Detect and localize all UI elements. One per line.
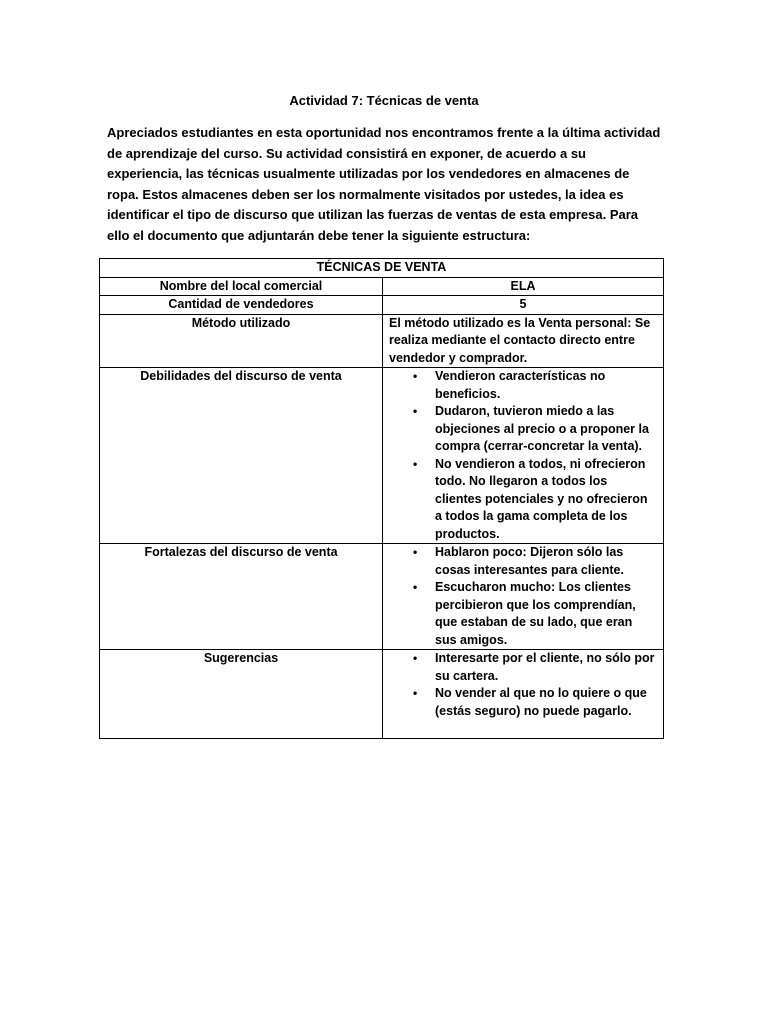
list-item	[389, 456, 657, 544]
row-value-fortalezas	[383, 544, 664, 650]
table-row	[100, 314, 664, 368]
debilidades-list	[389, 368, 657, 543]
list-item	[389, 544, 657, 579]
row-label-vendedores: Cantidad de vendedores	[100, 296, 383, 315]
table-row	[100, 296, 664, 315]
row-value-vendedores: 5	[383, 296, 664, 315]
table-row	[100, 368, 664, 544]
bullet-icon: •	[413, 545, 418, 559]
list-item-text: Hablaron poco: Dijeron sólo las cosas interesantes para cliente.	[435, 545, 624, 577]
row-label-fortalezas: Fortalezas del discurso de venta	[100, 544, 383, 650]
bullet-icon: •	[413, 404, 418, 418]
row-label-metodo: Método utilizado	[100, 314, 383, 368]
list-item-text: Dudaron, tuvieron miedo a las objeciones al precio o a proponer la compra (cerrar-concretar la venta).	[435, 404, 649, 453]
table-header-row	[100, 259, 664, 278]
list-item	[389, 685, 657, 720]
list-item	[389, 368, 657, 403]
list-item-text: No vender al que no lo quiere o que (estás seguro) no puede pagarlo.	[435, 686, 647, 718]
table-row	[100, 544, 664, 650]
document-title: Actividad 7: Técnicas de venta	[289, 93, 479, 108]
sugerencias-list	[389, 650, 657, 720]
bullet-icon: •	[413, 651, 418, 665]
bullet-icon: •	[413, 456, 418, 471]
intro-paragraph: Apreciados estudiantes en esta oportunidad nos encontramos frente a la última actividad de aprendizaje del curso. Su actividad consistirá en exponer, de acuerdo a su experiencia, las técnicas usualmente utilizadas por los vendedores en almacenes de ropa. Estos almacenes deben ser los normalmente visitados por ustedes, la idea es identificar el tipo de discurso que utilizan las fuerzas de ventas de esta empresa. Para ello el documento que adjuntarán debe tener la siguiente estructura:	[107, 125, 661, 243]
table-header: TÉCNICAS DE VENTA	[100, 259, 664, 278]
list-item-text: Escucharon mucho: Los clientes percibieron que los comprendían, que estaban de su lado, que eran sus amigos.	[435, 580, 636, 647]
row-value-local: ELA	[383, 277, 664, 296]
row-label-sugerencias: Sugerencias	[100, 650, 383, 739]
row-value-sugerencias	[383, 650, 664, 739]
bullet-icon: •	[413, 369, 418, 383]
list-item	[389, 650, 657, 685]
list-item-text: Interesarte por el cliente, no sólo por su cartera.	[435, 651, 655, 683]
row-value-debilidades	[383, 368, 664, 544]
row-label-local: Nombre del local comercial	[100, 277, 383, 296]
fortalezas-list	[389, 544, 657, 649]
bullet-icon: •	[413, 580, 418, 594]
list-item-text: Vendieron características no beneficios.	[435, 369, 606, 401]
list-item	[389, 579, 657, 649]
sales-techniques-table	[99, 258, 664, 739]
table-row	[100, 277, 664, 296]
table-row	[100, 650, 664, 739]
list-item	[389, 403, 657, 456]
row-value-metodo: El método utilizado es la Venta personal: Se realiza mediante el contacto directo entre vendedor y comprador.	[383, 314, 664, 368]
bullet-icon: •	[413, 686, 418, 700]
row-label-debilidades: Debilidades del discurso de venta	[100, 368, 383, 544]
list-item-text: No vendieron a todos, ni ofrecieron todo. No llegaron a todos los clientes potenciales y no ofrecieron a todos la gama completa de los productos.	[435, 456, 648, 541]
